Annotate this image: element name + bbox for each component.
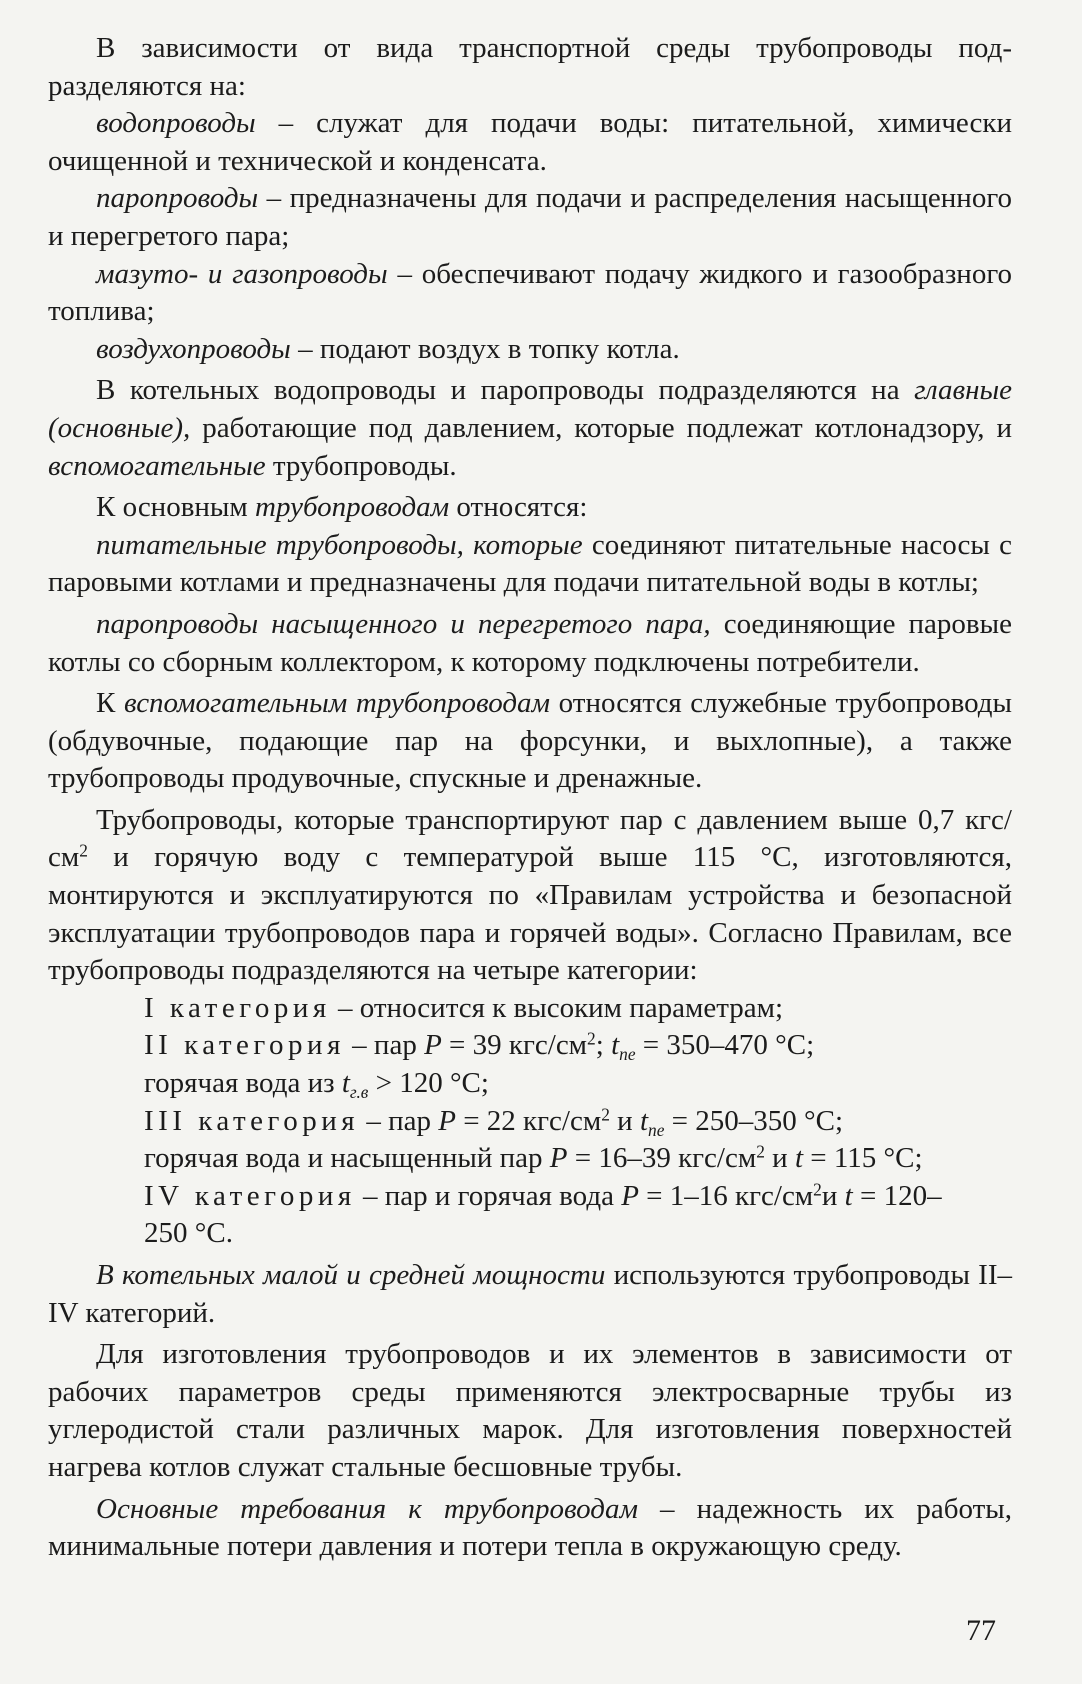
paragraph-rules: Трубопроводы, которые транспортируют пар с давлением выше 0,7 кгс/$см^2$ и горячую воду с температурой выше 115 °С, изготовляются, монтируются и эксплуатируются по «Правилам устройства и безопасной эксплуатации трубопроводов пара и горячей воды». Согласно Правилам, все трубопроводы подразделяются на четыре категории:	[48, 803, 1012, 987]
category-3: III категория – пар P = 22 кгс/$см^2$ и $t_{пе} = 250-350$ °С;	[144, 1104, 844, 1140]
category-4: IV категория – пар и горячая вода P = 1–16 кгс/$см^2и$ t = 120–	[144, 1179, 942, 1212]
category-1: I категория – относится к высоким параметрам;	[144, 991, 784, 1024]
paragraph-main-pipes-heading: К основным трубопроводам относятся:	[96, 491, 588, 524]
body-text	[48, 30, 1012, 1566]
category-3-continued: горячая вода и насыщенный пар P = 16–39 кгс/$см^2$ и t = 115 °С;	[144, 1141, 923, 1175]
term: воздухопроводы	[96, 332, 291, 365]
term: водопроводы	[96, 107, 256, 140]
paragraph-auxiliary-pipes: К вспомогательным трубопроводам относятся служебные трубопроводы (обдувочные, подающие пар на форсунки, и выхлопные), а также трубопроводы продувочные, спускные и дренажные.	[48, 687, 1012, 795]
paragraph-main-auxiliary: В котельных водопроводы и паропроводы подразделяются на главные (основные), работающие под давлением, которые подлежат котлонадзору, и вспомогательные трубопроводы.	[48, 374, 1012, 482]
paragraph-steam-lines: паропроводы насыщенного и перегретого пара, соединяющие паровые котлы со сборным коллектором, к которому подключены потребители.	[48, 607, 1012, 678]
term: мазуто- и газопроводы	[96, 257, 388, 290]
paragraph-feed-pipes: питательные трубопроводы, которые соединяют питательные насосы с паровыми котлами и предназначены для подачи питательной воды в котлы;	[48, 528, 1012, 599]
intro-paragraph: В зависимости от вида транспортной среды трубопроводы подразделяются на:	[48, 32, 1012, 102]
page-number: 77	[966, 1614, 996, 1647]
paragraph-small-boilers: В котельных малой и средней мощности используются трубопроводы II–IV категорий.	[48, 1259, 1012, 1329]
categories-list	[48, 990, 1012, 1253]
category-2-continued: горячая вода из $t_{г.в} > 120$ °С;	[144, 1067, 489, 1103]
list-item-water-pipes: водопроводы – служат для подачи воды: питательной, химически очищенной и технической и конденсата.	[48, 107, 1012, 177]
category-2: II категория – пар P = 39 кгс/$см^2$; $t_{пе} = 350-470$ °С;	[144, 1028, 815, 1065]
term: паропроводы	[96, 182, 259, 215]
list-item-steam-pipes: паропроводы – предназначены для подачи и распределения насыщенного и перегретого пара;	[48, 182, 1012, 252]
paragraph-requirements: Основные требования к трубопроводам – надежность их работы, минимальные потери давления и потери тепла в окружающую среду.	[48, 1492, 1012, 1563]
category-4-continued: 250 °С.	[144, 1217, 233, 1250]
paragraph-pipe-materials: Для изготовления трубопроводов и их элементов в зависимости от рабочих параметров среды применяются электросварные трубы из углеродистой стали различных марок. Для изготовления поверхностей нагрева котлов служат стальные бесшовные трубы.	[48, 1338, 1012, 1483]
list-item-fuel-pipes: мазуто- и газопроводы – обеспечивают подачу жидкого и газообразного топлива;	[48, 257, 1012, 328]
list-item-air-pipes: воздухопроводы – подают воздух в топку котла.	[96, 332, 680, 365]
